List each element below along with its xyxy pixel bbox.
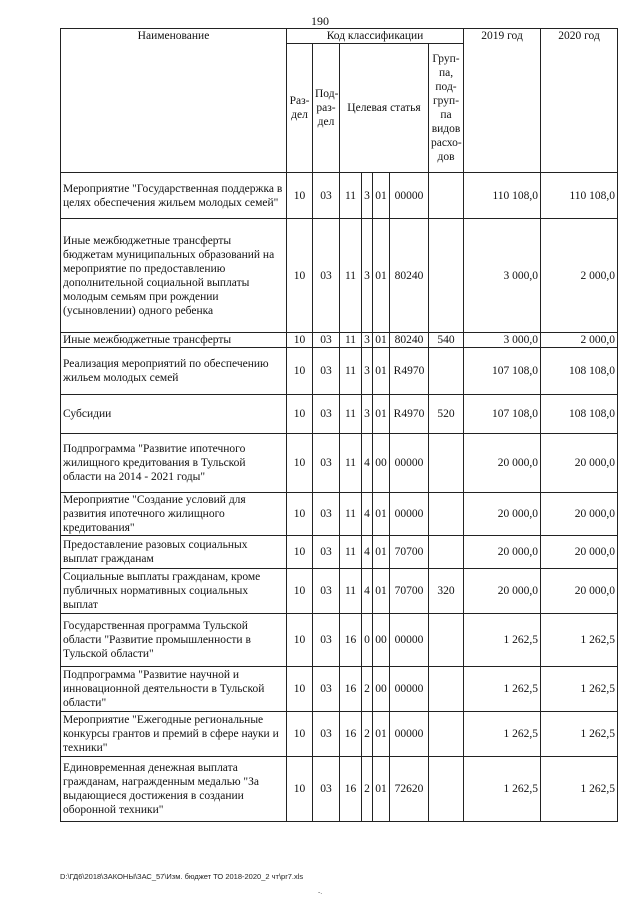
row-amount-2020: 20 000,0 bbox=[541, 569, 618, 614]
row-expense-group: 520 bbox=[429, 395, 464, 434]
header-subsection: Под- раз- дел bbox=[313, 44, 340, 173]
file-path-footer: D:\ГД6\2018\ЗАКОНЫ\ЗАС_57\Изм. бюджет ТО 2018-2020_2 чт\pr7.xls bbox=[60, 872, 304, 881]
row-section: 10 bbox=[287, 569, 313, 614]
row-amount-2019: 20 000,0 bbox=[464, 493, 541, 536]
row-section: 10 bbox=[287, 667, 313, 712]
row-section: 10 bbox=[287, 348, 313, 395]
row-name: Подпрограмма "Развитие ипотечного жилищного кредитования в Тульской области на 2014 - 2021 годы" bbox=[61, 434, 287, 493]
row-expense-group: 320 bbox=[429, 569, 464, 614]
row-direction-code: R4970 bbox=[390, 395, 429, 434]
row-name: Подпрограмма "Развитие научной и инновационной деятельности в Тульской области" bbox=[61, 667, 287, 712]
row-expense-group bbox=[429, 667, 464, 712]
row-direction-code: 80240 bbox=[390, 333, 429, 348]
row-subprogram-code: 4 bbox=[362, 536, 373, 569]
table-header bbox=[61, 29, 618, 173]
row-event-code: 01 bbox=[373, 536, 390, 569]
row-direction-code: R4970 bbox=[390, 348, 429, 395]
row-amount-2020: 20 000,0 bbox=[541, 493, 618, 536]
row-name: Мероприятие "Ежегодные региональные конкурсы грантов и премий в сфере науки и техники" bbox=[61, 712, 287, 757]
header-code-group: Код классификации bbox=[287, 29, 464, 44]
row-section: 10 bbox=[287, 757, 313, 822]
table-row bbox=[61, 536, 618, 569]
row-section: 10 bbox=[287, 536, 313, 569]
row-name: Мероприятие "Государственная поддержка в целях обеспечения жильем молодых семей" bbox=[61, 173, 287, 219]
row-expense-group: 540 bbox=[429, 333, 464, 348]
row-expense-group bbox=[429, 493, 464, 536]
row-subsection: 03 bbox=[313, 614, 340, 667]
row-subprogram-code: 4 bbox=[362, 434, 373, 493]
row-event-code: 00 bbox=[373, 667, 390, 712]
row-amount-2019: 1 262,5 bbox=[464, 712, 541, 757]
row-subprogram-code: 3 bbox=[362, 395, 373, 434]
header-expense-group: Груп- па, под- груп- па видов расхо- дов bbox=[429, 44, 464, 173]
row-subprogram-code: 2 bbox=[362, 757, 373, 822]
row-program-code: 11 bbox=[340, 434, 362, 493]
table-body bbox=[61, 173, 618, 822]
row-amount-2020: 110 108,0 bbox=[541, 173, 618, 219]
row-expense-group bbox=[429, 757, 464, 822]
row-subprogram-code: 3 bbox=[362, 348, 373, 395]
table-row bbox=[61, 493, 618, 536]
header-2020: 2020 год bbox=[541, 29, 618, 173]
row-amount-2020: 1 262,5 bbox=[541, 712, 618, 757]
row-direction-code: 00000 bbox=[390, 493, 429, 536]
row-subsection: 03 bbox=[313, 536, 340, 569]
row-direction-code: 72620 bbox=[390, 757, 429, 822]
row-direction-code: 00000 bbox=[390, 614, 429, 667]
row-program-code: 11 bbox=[340, 395, 362, 434]
row-amount-2020: 108 108,0 bbox=[541, 395, 618, 434]
page-number: 190 bbox=[311, 14, 329, 28]
row-subsection: 03 bbox=[313, 173, 340, 219]
row-section: 10 bbox=[287, 712, 313, 757]
row-section: 10 bbox=[287, 219, 313, 333]
row-direction-code: 00000 bbox=[390, 667, 429, 712]
row-event-code: 01 bbox=[373, 333, 390, 348]
row-name: Субсидии bbox=[61, 395, 287, 434]
table-row bbox=[61, 757, 618, 822]
row-amount-2020: 1 262,5 bbox=[541, 757, 618, 822]
row-section: 10 bbox=[287, 493, 313, 536]
row-program-code: 11 bbox=[340, 569, 362, 614]
header-target-article: Целевая статья bbox=[340, 44, 429, 173]
row-section: 10 bbox=[287, 434, 313, 493]
row-expense-group bbox=[429, 434, 464, 493]
row-amount-2019: 1 262,5 bbox=[464, 757, 541, 822]
row-name: Иные межбюджетные трансферты бюджетам муниципальных образований на мероприятие по предоставлению дополнительной социальной выплаты молодым семьям при рождении (усыновлении) одного ребенка bbox=[61, 219, 287, 333]
row-amount-2020: 108 108,0 bbox=[541, 348, 618, 395]
row-amount-2019: 1 262,5 bbox=[464, 667, 541, 712]
row-amount-2020: 2 000,0 bbox=[541, 333, 618, 348]
table-row bbox=[61, 173, 618, 219]
row-name: Социальные выплаты гражданам, кроме публичных нормативных социальных выплат bbox=[61, 569, 287, 614]
row-subprogram-code: 3 bbox=[362, 173, 373, 219]
row-subsection: 03 bbox=[313, 333, 340, 348]
budget-table bbox=[60, 28, 618, 822]
row-amount-2020: 20 000,0 bbox=[541, 434, 618, 493]
row-subprogram-code: 3 bbox=[362, 333, 373, 348]
row-subprogram-code: 3 bbox=[362, 219, 373, 333]
row-name: Реализация мероприятий по обеспечению жильем молодых семей bbox=[61, 348, 287, 395]
row-subprogram-code: 4 bbox=[362, 569, 373, 614]
row-subsection: 03 bbox=[313, 493, 340, 536]
row-amount-2019: 20 000,0 bbox=[464, 569, 541, 614]
row-amount-2019: 110 108,0 bbox=[464, 173, 541, 219]
row-section: 10 bbox=[287, 395, 313, 434]
row-program-code: 16 bbox=[340, 712, 362, 757]
row-program-code: 11 bbox=[340, 333, 362, 348]
row-expense-group bbox=[429, 219, 464, 333]
table-row bbox=[61, 395, 618, 434]
row-subsection: 03 bbox=[313, 219, 340, 333]
table-row bbox=[61, 333, 618, 348]
row-program-code: 16 bbox=[340, 667, 362, 712]
row-expense-group bbox=[429, 348, 464, 395]
row-amount-2020: 2 000,0 bbox=[541, 219, 618, 333]
row-event-code: 00 bbox=[373, 614, 390, 667]
header-2019: 2019 год bbox=[464, 29, 541, 173]
row-expense-group bbox=[429, 536, 464, 569]
row-amount-2019: 3 000,0 bbox=[464, 333, 541, 348]
row-program-code: 11 bbox=[340, 173, 362, 219]
row-subsection: 03 bbox=[313, 395, 340, 434]
row-section: 10 bbox=[287, 614, 313, 667]
row-subsection: 03 bbox=[313, 757, 340, 822]
row-expense-group bbox=[429, 712, 464, 757]
row-name: Предоставление разовых социальных выплат гражданам bbox=[61, 536, 287, 569]
table-row bbox=[61, 712, 618, 757]
row-direction-code: 70700 bbox=[390, 569, 429, 614]
row-name: Мероприятие "Создание условий для развития ипотечного жилищного кредитования" bbox=[61, 493, 287, 536]
row-subprogram-code: 2 bbox=[362, 712, 373, 757]
table-row bbox=[61, 434, 618, 493]
row-name: Государственная программа Тульской области "Развитие промышленности в Тульской области" bbox=[61, 614, 287, 667]
row-subsection: 03 bbox=[313, 569, 340, 614]
row-event-code: 01 bbox=[373, 712, 390, 757]
row-event-code: 01 bbox=[373, 569, 390, 614]
row-event-code: 01 bbox=[373, 173, 390, 219]
row-direction-code: 80240 bbox=[390, 219, 429, 333]
row-direction-code: 00000 bbox=[390, 173, 429, 219]
row-amount-2019: 20 000,0 bbox=[464, 536, 541, 569]
row-program-code: 11 bbox=[340, 536, 362, 569]
row-event-code: 01 bbox=[373, 395, 390, 434]
bottom-mark: -. bbox=[318, 888, 323, 896]
row-amount-2019: 107 108,0 bbox=[464, 395, 541, 434]
row-event-code: 01 bbox=[373, 348, 390, 395]
row-subsection: 03 bbox=[313, 667, 340, 712]
row-event-code: 01 bbox=[373, 493, 390, 536]
row-subsection: 03 bbox=[313, 434, 340, 493]
row-program-code: 16 bbox=[340, 757, 362, 822]
row-subsection: 03 bbox=[313, 712, 340, 757]
table-row bbox=[61, 614, 618, 667]
row-expense-group bbox=[429, 614, 464, 667]
row-subprogram-code: 0 bbox=[362, 614, 373, 667]
row-amount-2019: 20 000,0 bbox=[464, 434, 541, 493]
row-direction-code: 00000 bbox=[390, 434, 429, 493]
row-program-code: 11 bbox=[340, 493, 362, 536]
row-name: Единовременная денежная выплата гражданам, награжденным медалью "За выдающиеся достижения в создании оборонной техники" bbox=[61, 757, 287, 822]
row-section: 10 bbox=[287, 333, 313, 348]
row-direction-code: 00000 bbox=[390, 712, 429, 757]
header-name: Наименование bbox=[61, 29, 287, 173]
row-amount-2019: 1 262,5 bbox=[464, 614, 541, 667]
header-section: Раз- дел bbox=[287, 44, 313, 173]
row-amount-2020: 1 262,5 bbox=[541, 667, 618, 712]
row-subprogram-code: 4 bbox=[362, 493, 373, 536]
table-row bbox=[61, 667, 618, 712]
row-amount-2020: 20 000,0 bbox=[541, 536, 618, 569]
row-expense-group bbox=[429, 173, 464, 219]
row-section: 10 bbox=[287, 173, 313, 219]
row-name: Иные межбюджетные трансферты bbox=[61, 333, 287, 348]
row-event-code: 00 bbox=[373, 434, 390, 493]
row-subsection: 03 bbox=[313, 348, 340, 395]
row-subprogram-code: 2 bbox=[362, 667, 373, 712]
table-row bbox=[61, 569, 618, 614]
row-amount-2020: 1 262,5 bbox=[541, 614, 618, 667]
row-direction-code: 70700 bbox=[390, 536, 429, 569]
row-amount-2019: 107 108,0 bbox=[464, 348, 541, 395]
row-amount-2019: 3 000,0 bbox=[464, 219, 541, 333]
row-event-code: 01 bbox=[373, 219, 390, 333]
row-program-code: 16 bbox=[340, 614, 362, 667]
table-row bbox=[61, 348, 618, 395]
row-event-code: 01 bbox=[373, 757, 390, 822]
row-program-code: 11 bbox=[340, 348, 362, 395]
table-row bbox=[61, 219, 618, 333]
row-program-code: 11 bbox=[340, 219, 362, 333]
